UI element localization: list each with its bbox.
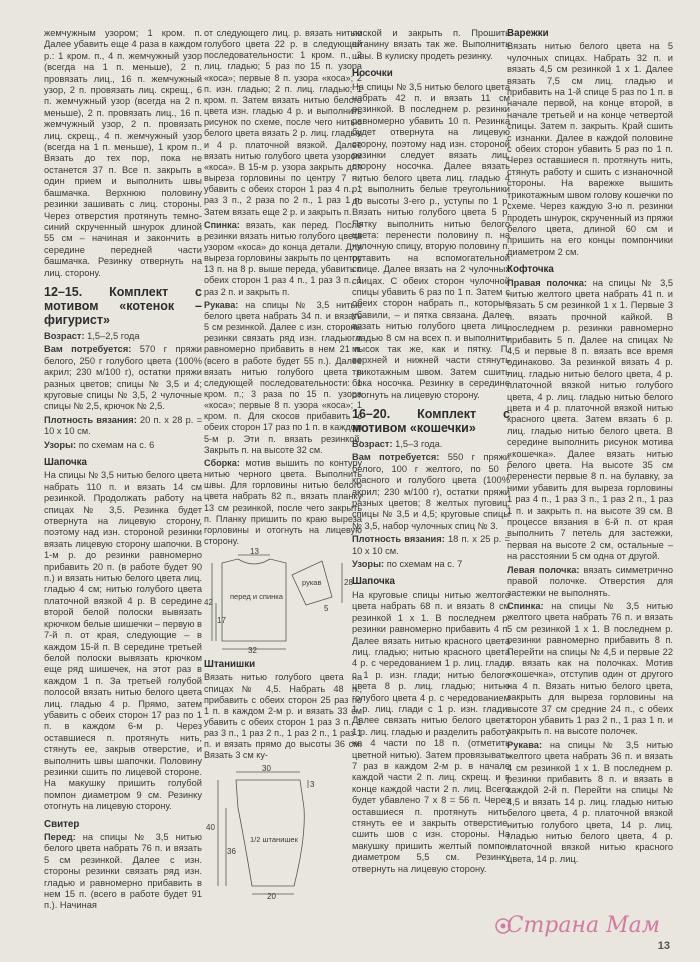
- trousers-dim-top: 30: [262, 763, 271, 773]
- hat-heading: Шапочка: [44, 457, 87, 468]
- column-4: [507, 28, 673, 867]
- schematic-dim-sleeve: 5: [324, 604, 329, 614]
- schematic-dim-left2: 17: [217, 616, 226, 626]
- trousers-schematic: [204, 763, 362, 901]
- trousers-dim-left2: 36: [227, 846, 236, 856]
- column-1: [44, 28, 202, 914]
- materials-line-2: Вам потребуется: 550 г пряжи белого, 100 г желтого, по 50 г красного и голубого цвета (100% акрил; 230 м/100 г), остатки пряжи разных цветов; 8 желтых пуговиц; спицы № 3,5 и 4,5; круговые спицы № 3,5, набор чулочных спиц № 3.: [352, 452, 510, 531]
- jacket-heading: Кофточка: [507, 264, 554, 276]
- schematic-dim-right: 28: [344, 578, 353, 588]
- col3-intro: лиской и закрыть п. Прошить штанину вязать так же. Выполнить швы. В кулиску продеть резинку.: [352, 28, 510, 61]
- right-front-text: Правая полочка: на спицы № 3,5 нитью желтого цвета набрать 41 п. и вязать 5 см резинкой 1 х 1. Первые 3 п. вязать прочной кайкой. В последнем р. резинки равномерно прибавить 5 п. Далее на спицах № 4,5 и первые 8 п. вязать все время одинаково. За резинкой вязать 4 р. лиц. гладью нитью белого цвета, 4 р. платочной вязкой нитью голубого цвета, 4 р. лиц. гладью нитью белого цвета и 4 р. платочной вязкой нитью красного цвета. Затем вязать 6 р. лиц. гладью нитью белого цвета. В середине выполнить рисунок мотива «кошечка». Далее вязать нитью белого цвета. На высоте 35 см перенести первые 8 п. на булавку, за ними убавить для выреза горловины 1 раз 4 п., 1 раз 3 п., 1 раз 2 п., 1 раз 1 п. и закрыть п. на высоте 39 см. В процессе вязания в 6-й п. от края выполнить 7 петель для застежки, первая на высоте 2 см, остальные – на расстоянии 5 см одна от другой.: [507, 277, 673, 562]
- patterns-line-2: Узоры: по схемам на с. 7: [352, 559, 463, 570]
- jacket-sleeve-text: Рукава: на спицы № 3,5 нитью желтого цвета набрать 36 п. и вязать 4 см резинкой 1 х 1. В последнем р. резинки прибавить 8 п. и вязать в каждой 2-й п. Перейти на спицы № 4,5 и вязать 14 р. лиц. гладью нитью белого цвета, 4 р. платочной вязкой нитью голубого цвета, 14 р. лиц. гладью нитью белого цвета, 4 р. платочной вязкой нитью красного цвета, 14 р. лиц.: [507, 739, 673, 864]
- trousers-dim-right: 3: [310, 779, 315, 789]
- section-title-12-15: 12–15. Комплект с мотивом «котенок – фигурист»: [44, 284, 202, 327]
- mittens-heading: Варежки: [507, 28, 549, 39]
- schematic-dim-top: 13: [250, 547, 259, 557]
- schematic-label-sleeve: рукав: [302, 578, 322, 588]
- site-logo-text[interactable]: Страна Мам: [506, 913, 660, 938]
- left-front-text: Левая полочка: вязать симметрично правой полочке. Отверстия для застежки не выполнять.: [507, 564, 673, 598]
- trousers-dim-left: 40: [206, 822, 215, 832]
- age-line-2: Возраст: 1,5–3 года.: [352, 439, 443, 449]
- sleeve-text: Рукава: на спицы № 3,5 нитью белого цвета набрать 34 п. и вязать 5 см резинкой. Далее с изн. стороны резинки связать ряд изн. гладью и равномерно прибавить в нем 21 п. (всего в работе будет 55 п.). Далее вязать нитью голубого цвета в следующей последовательности: 1 кром. п.; 3 раза по 15 п. узора «коса»; первые 8 п. узора «коса»; 1 кром. п. Для скосов прибавить с обеих сторон 17 раз по 1 п. в каждом 5-м р. Эти п. вязать резинкой. Закрыть п. на высоте 32 см.: [204, 299, 363, 455]
- column-2: [204, 28, 362, 906]
- trousers-label: 1/2 штанишек: [250, 834, 298, 844]
- col2-intro: от следующего лиц. р. вязать нитью голубого цвета 22 р. в следующей последовательности: 1 кром. п., 2 лиц. гладью; 5 раз по 15 п. узора «коса»; первые 8 п. узора «коса»; 2 п. изн. гладью; 2 п. лиц. гладью; 1 кром. п. Затем вязать нитью белого цвета изн. гладью 4 р. и выполнить рисунок по схеме, после чего нитью белого цвета вязать 2 р. лиц. гладью и 4 р. платочной вязкой. Далее вязать нитью голубого цвета узором «коса». В 15-м р. узора закрыть для выреза горловины по центру 7 п.; убавить с обеих сторон 1 раз 4 п., 1 раз 3 п., 2 раза по 2 п., 1 раз 1 п. Затем вязать еще 2 р. и закрыть п.: [204, 28, 362, 217]
- materials-line: Вам потребуется: 570 г пряжи белого, 250 г голубого цвета (100% акрил; 230 м/100 г), остатки пряжи разных цветов; спицы № 3,5 и 4; круговые спицы № 3,5, 2 чулочные спицы № 2,5, крючок № 2,5.: [44, 344, 202, 412]
- column-3: [352, 28, 510, 877]
- schematic-dim-left: 42: [204, 598, 213, 608]
- col1-intro: жемчужным узором; 1 кром. п. Далее убавить еще 4 раза в каждом р.: 1 кром. п., 4 п. жемчужный узор (всегда на 1 п. меньше), 2 п. провязать лиц., 16 п. жемчужный узор, 2 п. провязать лиц. скрещ., 6 п. жемчужный узор (всегда на 2 п. меньше), 2 п. провязать лиц., 16 п. жемчужный узор, 2 п. провязать лиц. скрещ., 4 п. жемчужный узор (всегда на 1 п. меньше), 1 кром п.. Вязать до тех пор, пока не останется 37 п. Все п. закрыть в один прием и выполнить швы башмачка. Верхнюю половину резинки зашивать с лиц. стороны. Через отверстия протянуть темно-синий скрученный шнурок длиной 55 см – начиная и закончить в середине передней части башмачка. Резинку отвернуть на лиц. сторону.: [44, 28, 202, 278]
- section-title-16-20: 16–20. Комплект с мотивом «кошечки»: [352, 407, 510, 435]
- schematic-dim-bottom: 32: [248, 646, 257, 656]
- assembly-text: Сборка: мотив вышить по контуру нитью черного цвета. Выполнить швы. Для горловины нитью белого цвета набрать 82 п., вязать планку 13 см резинкой, после чего закрыть п. Планку пришить по краю выреза горловины и отогнуть на лицевую сторону.: [204, 457, 362, 547]
- socks-text: На спицы № 3,5 нитью белого цвета набрать 42 п. и вязать 11 см резинкой. В последнем р. резинки равномерно убавить 10 п. Резинка будет отвернута на лицевую сторону, поэтому над изн. стороной резинки следует вязать лиц. сторону носочка. Далее вязать нитью белого цвета лиц. гладью 4 р.; выполнить белые треугольники до высоты 3-его р., уступы по 1 р. Вязать нитью голубого цвета 5 р. Пятку выполнить нитью белого цвета: перенести половину п. на чулочную спицу, вторую половину п. оставить на вспомогательной спице. Далее вязать на 2 чулочных спицах. С обеих сторон чулочной спицы убавить 6 раз по 1 п. Затем с обеих сторон набрать п., которые убавили, – и пятка связана. Далее вязать нитью голубого цвета лиц. гладью 8 см на всех п. и выполнить мысок так же, как и пятку. П. верхней и нижней части стянуть трикотажным швом. Затем сшить бока носочка. Резинку в середине отогнуть на лицевую сторону.: [352, 81, 510, 400]
- schematic-label-front-back: перед и спинка: [230, 592, 283, 602]
- patterns-line: Узоры: по схемам на с. 6: [44, 439, 155, 450]
- trousers-heading: Штанишки: [204, 659, 256, 671]
- sweater-schematic: [204, 547, 362, 656]
- age-line: Возраст: 1,5–2,5 года: [44, 330, 140, 341]
- jacket-back-text: Спинка: на спицы № 3,5 нитью желтого цвета набрать 76 п. и вязать 5 см резинкой 1 х 1. В последнем р. резинки равномерно прибавить 8 п. Перейти на спицы № 4,5 и первые 22 р. вязать как на полочках. Мотив «кошечка», отступив один от другого на 4 п. Вязать нитью белого цвета, закрыть для выреза горловины на высоте 37 см средние 24 п., с обеих сторон убавить 1 раз 2 п., 1 раз 1 п. и закрыть п. на высоте полочек.: [507, 600, 673, 737]
- sweater-heading: Свитер: [44, 818, 80, 830]
- trousers-dim-bottom: 20: [267, 891, 276, 901]
- page-number: 13: [657, 940, 670, 952]
- density-line-2: Плотность вязания: 18 п. х 25 р. = 10 х 10 см.: [352, 534, 510, 556]
- sweater-text: Перед: на спицы № 3,5 нитью белого цвета набрать 76 п. и вязать 5 см резинкой. Далее с изн. стороны резинки связать ряд изн. гладью и равномерно прибавить в нем 15 п. (всего в работе будет 91 п.). Начиная: [44, 832, 202, 911]
- hat-text-2: На круговые спицы нитью желтого цвета набрать 68 п. и вязать 8 см резинкой 1 х 1. В последнем р. резинки равномерно прибавить 4 п. Далее вязать нитью красного цвета лиц. гладью; нитью красного цвета 4 р. с чередованием 1 р. лиц. глади с 1 р. изн. глади; нитью белого цвета 8 р. лиц. гладью; нитью голубого цвета 4 р. с чередованием 1 р. лиц. глади с 1 р. изн. глади. Далее связать нитью белого цвета 1 р. лиц. гладью и разделить работу на 4 части по 18 п. (отметить цветной нитью). Затем провязывать 7 раз в каждом 2-м р. в начале каждой части 2 п. лиц. скрещ. и в конце каждой части 2 п. лиц. Всего будет убавлено 7 х 8 = 56 п. Через оставшиеся п. протянуть нить, стянуть ее и закрыть отверстие, сшить шов с изн. стороны. На макушку пришить желтый помпон диаметром 5,5 см. Резинку отвернуть на лицевую сторону.: [352, 589, 510, 874]
- density-line: Плотность вязания: 20 п. х 28 р. = 10 х 10 см.: [44, 414, 202, 437]
- trousers-text: Вязать нитью голубого цвета на спицах № 4,5. Набрать 48 п., прибавить с обеих сторон 25 раз по 1 п. в каждом 2-м р. и вязать 33 см убавить с обеих сторон 1 раз 3 п., 1 раз 3 п., 1 раз 2 п., 1 раз 2 п., 1 раз 1 п. и вязать прямо до высоты 36 см. Вязать 3 см ку-: [204, 672, 362, 761]
- back-text: Спинка: вязать, как перед. После резинки вязать нитью голубого цвета узором «коса» до конца детали. Для выреза горловины закрыть по центру 13 п. на 8 р. выше переда, убавить с обеих сторон 1 раз 4 п., 1 раз 3 п., 1 раз 2 п. и закрыть п.: [204, 219, 363, 297]
- socks-heading: Носочки: [352, 68, 393, 80]
- hat-text: На спицы № 3,5 нитью белого цвета набрать 110 п. и вязать 14 см резинкой. Продолжать работу на спицах № 3,5. Резинка будет отвернута на лицевую сторону, поэтому над изн. стороной резинки вязать лицевую сторону шапочки. В 1-м р. до резинки равномерно прибавить 20 п. (в работе будет 90 п.) и вязать нитью белого цвета лиц. гладью 4 см; нитью голубого цвета платочной вязкой 4 р. В середине второй белой полоски вывязать крючком белые шишечки – первую в 7-й п. от края, следующие – в каждом 15-й п. В середине третьей белой полоски вывязать крючком еще ряд шишечек, на этот раз в каждом 1 п. За третьей голубой полосой вязать нитью белого цвета лиц. гладью 4 р. Прямо, затем убавить с обеих сторон 17 раз по 1 п. в каждом 6-м р. Через оставшиеся п. протянуть нить, стянуть ее, закрыв отверстие, и выполнить швы шапочки. Половину резинки сшить по лицевой стороне. На макушку пришить голубой помпон диаметром 9 см. Резинку отогнуть на лицевую сторону.: [44, 470, 203, 812]
- mittens-text: Вязать нитью белого цвета на 5 чулочных спицах. Набрать 32 п. и вязать 4,5 см резинкой 1 х 1. Далее вязать 7,5 см лиц. гладью и прибавить на 1-й спице 5 раз по 1 п. в начале первой, на конце второй, в начале третьей и на конце четвертой спицы. Затем п. закрыть. Край сшить с изнанки. Далее в каждой половине с обеих сторон убавить 5 раз по 1 п. Через оставшиеся п. протянуть нить, стянуть работу и сшить с изнаночной стороны. На варежке вышить трикотажным швом голову кошечки по схеме. Через каждую 3-ю п. резинки продеть шнурок, скрученный из пряжи белого цвета, длиной 60 см и пришить на его концы помпончики диаметром 2 см.: [507, 41, 673, 257]
- hat-heading-2: Шапочка: [352, 576, 395, 588]
